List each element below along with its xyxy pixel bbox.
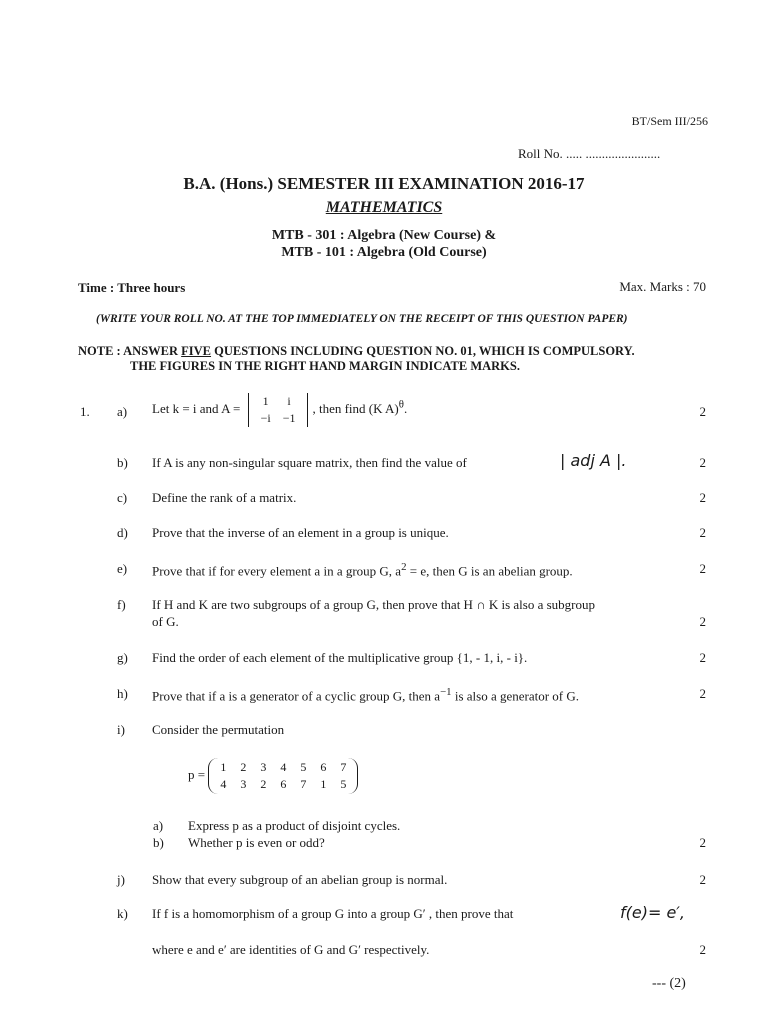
part-d-text: Prove that the inverse of an element in a group is unique. xyxy=(152,525,449,540)
part-a-text xyxy=(152,393,407,427)
part-e-text-1: Prove that if for every element a in a group G, a xyxy=(152,563,402,579)
matrix-cell: i xyxy=(287,394,291,408)
part-e-label: e) xyxy=(117,561,128,576)
matrix-cell: 1 xyxy=(262,394,269,408)
part-g-marks: 2 xyxy=(699,650,706,665)
part-k-label: k) xyxy=(117,906,128,921)
subject-title: MATHEMATICS xyxy=(325,199,443,216)
part-k-handwritten: f(e)= e′, xyxy=(620,903,686,922)
perm-top: 2 xyxy=(240,760,247,774)
note-prefix: NOTE : ANSWER xyxy=(78,344,182,358)
part-a-label: a) xyxy=(117,404,128,419)
part-b-marks: 2 xyxy=(699,455,706,470)
part-j-marks: 2 xyxy=(699,872,706,887)
perm-top: 7 xyxy=(340,760,347,774)
part-h-label: h) xyxy=(117,686,128,701)
page-continuation: --- (2) xyxy=(652,976,686,991)
course-line-2: MTB - 101 : Algebra (Old Course) xyxy=(281,245,487,260)
course-line-1: MTB - 301 : Algebra (New Course) & xyxy=(271,228,497,243)
part-i-marks: 2 xyxy=(699,835,706,850)
note-line-2: THE FIGURES IN THE RIGHT HAND MARGIN INDICATE MARKS. xyxy=(130,359,520,373)
roll-instruction: (WRITE YOUR ROLL NO. AT THE TOP IMMEDIATELY ON THE RECEIPT OF THIS QUESTION PAPER) xyxy=(96,313,628,325)
part-a-post: , then find (K A) xyxy=(312,400,399,416)
part-b-handwritten: | adj A |. xyxy=(560,451,627,470)
perm-top: 5 xyxy=(300,760,307,774)
note-line-1 xyxy=(78,344,635,359)
part-k-line-1: If f is a homomorphism of a group G into a group G′ , then prove that xyxy=(152,906,514,921)
part-i-text: Consider the permutation xyxy=(152,722,285,737)
question-number: 1. xyxy=(80,404,90,419)
perm-bottom: 1 xyxy=(320,777,327,791)
part-k-line-2: where e and e′ are identities of G and G′ respectively. xyxy=(152,942,430,957)
part-c-text: Define the rank of a matrix. xyxy=(152,490,297,505)
perm-bottom: 3 xyxy=(240,777,247,791)
part-a-sup: θ xyxy=(398,398,404,411)
part-i-label: i) xyxy=(117,722,125,737)
permutation-matrix xyxy=(208,758,358,794)
part-c-label: c) xyxy=(117,490,128,505)
matrix-cell: −1 xyxy=(282,411,296,425)
perm-top: 1 xyxy=(220,760,227,774)
part-f-label: f) xyxy=(117,597,126,612)
part-i-sub-a-label: a) xyxy=(153,818,164,833)
part-a-pre: Let k = i and A = xyxy=(152,400,241,416)
part-d-label: d) xyxy=(117,525,128,540)
note-five: FIVE xyxy=(181,344,212,358)
part-f-line-1: If H and K are two subgroups of a group G, then prove that H ∩ K is also a subgroup xyxy=(152,597,595,612)
time-allowed: Time : Three hours xyxy=(78,280,186,295)
part-j-text: Show that every subgroup of an abelian group is normal. xyxy=(152,872,448,887)
part-h-text-1: Prove that if a is a generator of a cyclic group G, then a xyxy=(152,688,441,704)
part-d-marks: 2 xyxy=(699,525,706,540)
part-e-text-2: = e, then G is an abelian group. xyxy=(406,563,573,579)
paper-code: BT/Sem III/256 xyxy=(631,114,708,128)
roll-number-field: Roll No. ..... ....................... xyxy=(518,146,661,161)
part-g-label: g) xyxy=(117,650,128,665)
part-e-sup: 2 xyxy=(401,561,407,573)
permutation-label: p = xyxy=(188,766,206,782)
part-a-marks: 2 xyxy=(699,404,706,419)
perm-bottom: 5 xyxy=(340,777,347,791)
part-f-line-2: of G. xyxy=(152,614,179,629)
perm-top: 6 xyxy=(320,760,327,774)
part-c-marks: 2 xyxy=(699,490,706,505)
part-h-text-2: is also a generator of G. xyxy=(451,688,580,704)
part-h-text xyxy=(152,686,579,704)
perm-top: 3 xyxy=(260,760,267,774)
part-f-marks: 2 xyxy=(699,614,706,629)
part-k-marks: 2 xyxy=(699,942,706,957)
part-h-sup: −1 xyxy=(440,686,452,698)
perm-bottom: 2 xyxy=(260,777,267,791)
exam-title: B.A. (Hons.) SEMESTER III EXAMINATION 2016-17 xyxy=(183,174,585,193)
perm-bottom: 6 xyxy=(280,777,287,791)
part-b-text: If A is any non-singular square matrix, then find the value of xyxy=(152,455,467,470)
part-e-marks: 2 xyxy=(699,561,706,576)
part-j-label: j) xyxy=(117,872,125,887)
permutation xyxy=(188,758,358,794)
perm-top: 4 xyxy=(280,760,287,774)
matrix-cell: −i xyxy=(260,411,271,425)
part-e-text xyxy=(152,561,573,579)
note-rest: QUESTIONS INCLUDING QUESTION NO. 01, WHICH IS COMPULSORY. xyxy=(211,344,635,358)
perm-bottom: 4 xyxy=(220,777,227,791)
part-a-end: . xyxy=(403,400,408,416)
part-b-label: b) xyxy=(117,455,128,470)
max-marks: Max. Marks : 70 xyxy=(619,279,706,294)
matrix-a xyxy=(248,393,309,427)
part-i-sub-a-text: Express p as a product of disjoint cycles. xyxy=(188,818,401,833)
perm-bottom: 7 xyxy=(300,777,307,791)
part-h-marks: 2 xyxy=(699,686,706,701)
part-i-sub-b-text: Whether p is even or odd? xyxy=(188,835,325,850)
part-i-sub-b-label: b) xyxy=(153,835,164,850)
part-g-text: Find the order of each element of the multiplicative group {1, - 1, i, - i}. xyxy=(152,650,528,665)
